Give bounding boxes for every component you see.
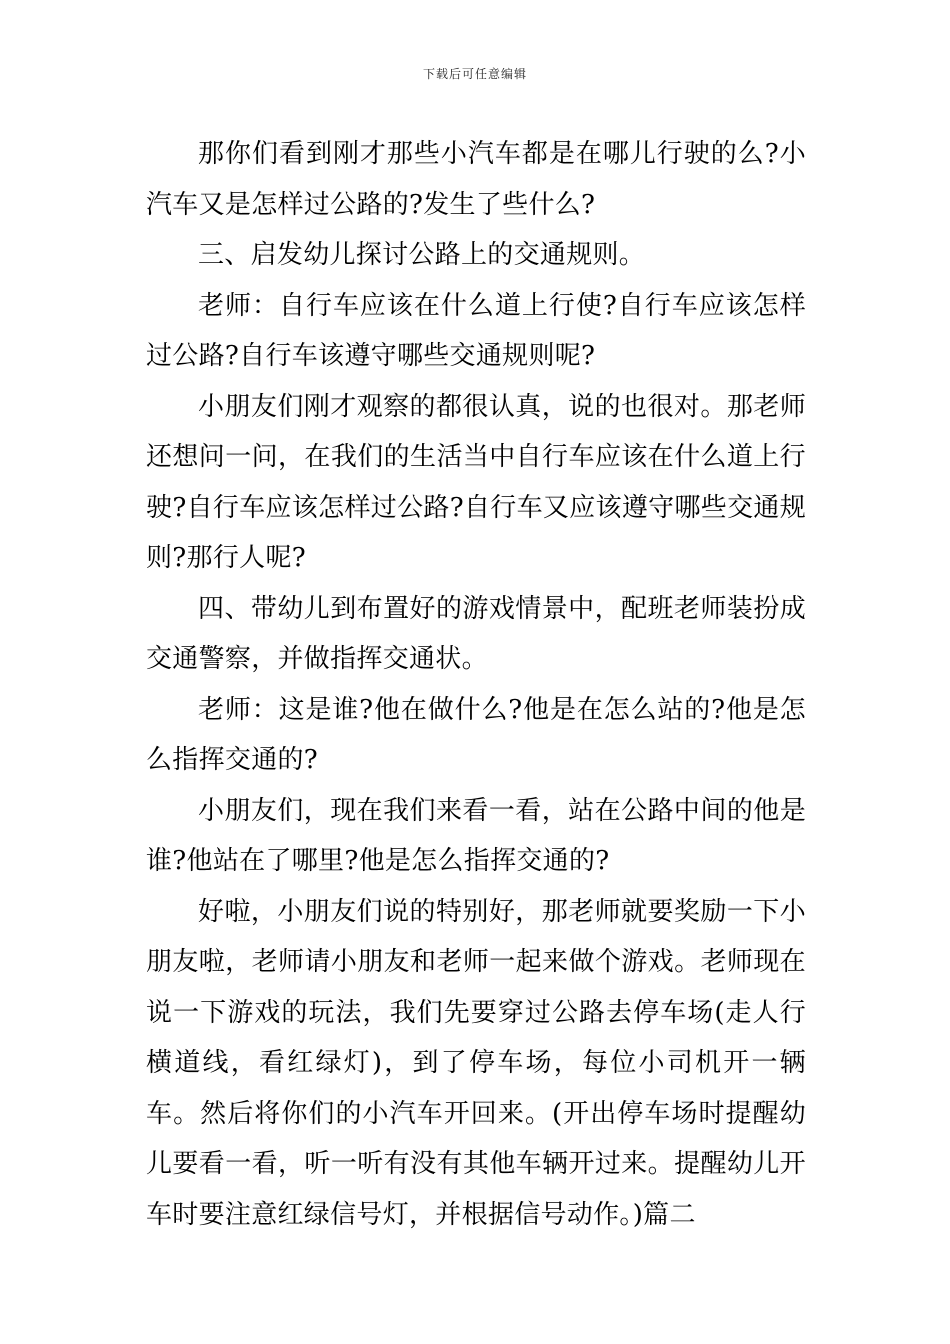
paragraph-8: 好啦，小朋友们说的特别好，那老师就要奖励一下小朋友啦，老师请小朋友和老师一起来做个游戏。老师现在说一下游戏的玩法，我们先要穿过公路去停车场(走人行横道线，看红绿灯)，到了停车场，每位小司机开一辆车。然后将你们的小汽车开回来。(开出停车场时提醒幼儿要看一看，听一听有没有其他车辆开过来。提醒幼儿开车时要注意红绿信号灯，并根据信号动作。)篇二: [146, 896, 806, 1230]
paragraph-7: 小朋友们，现在我们来看一看，站在公路中间的他是谁?他站在了哪里?他是怎么指挥交通的?: [146, 795, 806, 876]
paragraph-2-section-heading: 三、启发幼儿探讨公路上的交通规则。: [198, 240, 646, 270]
paragraph-4: 小朋友们刚才观察的都很认真，说的也很对。那老师还想问一问，在我们的生活当中自行车应该在什么道上行驶?自行车应该怎样过公路?自行车又应该遵守哪些交通规则?那行人呢?: [146, 391, 806, 573]
page-header-note: 下载后可任意编辑: [422, 67, 527, 81]
paragraph-1: 那你们看到刚才那些小汽车都是在哪儿行驶的么?小汽车又是怎样过公路的?发生了些什么?: [146, 139, 806, 220]
paragraph-5-section-heading: 四、带幼儿到布置好的游戏情景中，配班老师装扮成交通警察，并做指挥交通状。: [146, 593, 806, 674]
document-body: [146, 129, 806, 1240]
paragraph-6: 老师：这是谁?他在做什么?他是在怎么站的?他是怎么指挥交通的?: [146, 694, 806, 775]
paragraph-3: 老师：自行车应该在什么道上行使?自行车应该怎样过公路?自行车该遵守哪些交通规则呢?: [146, 290, 806, 371]
